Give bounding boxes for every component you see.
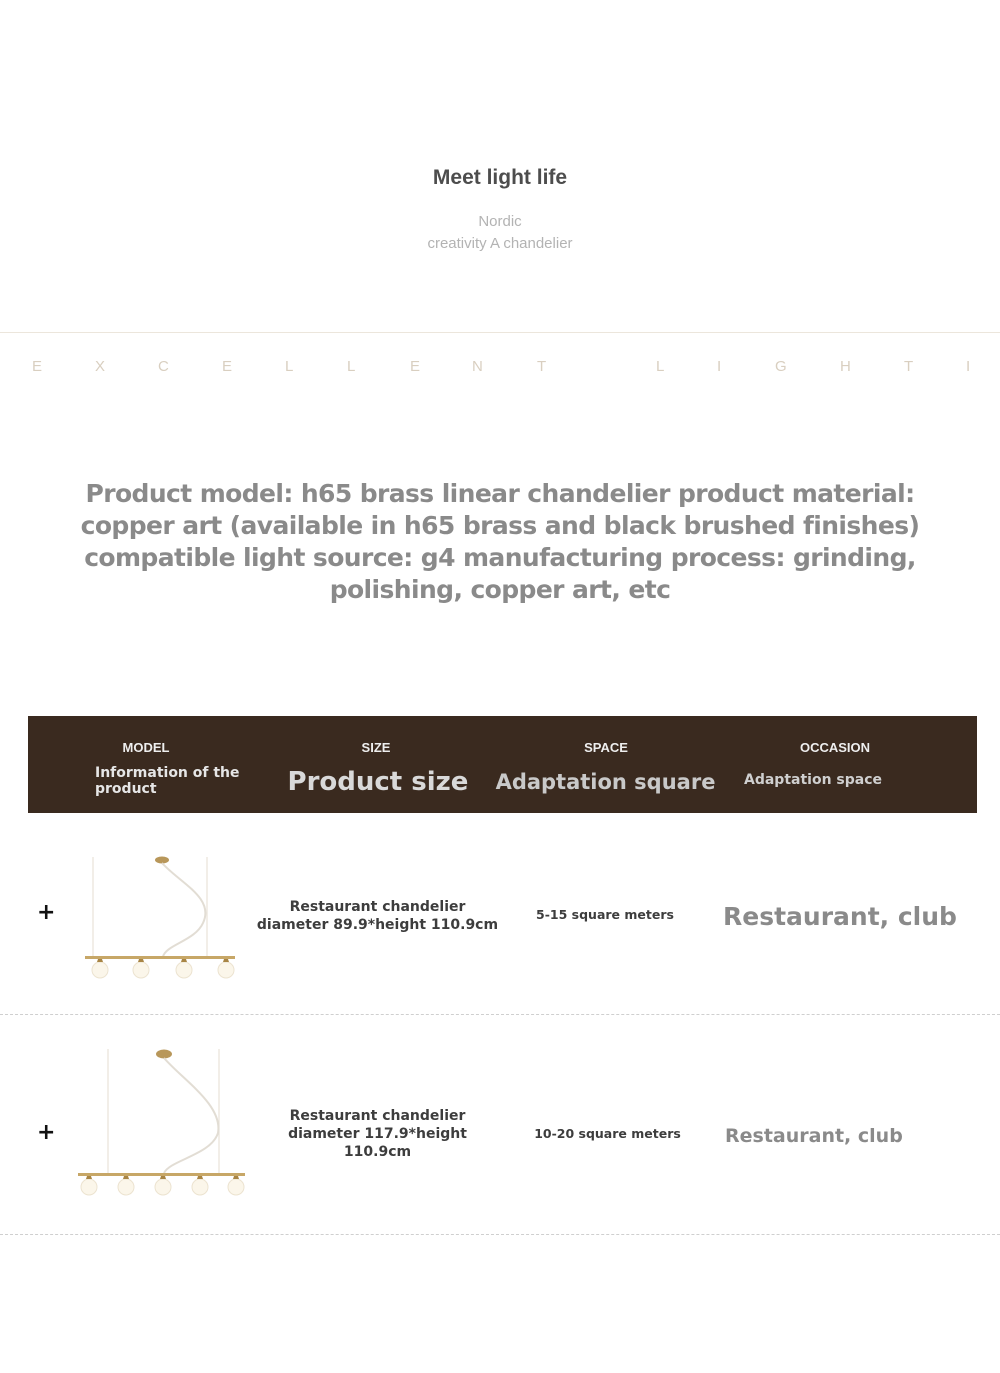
divider (0, 332, 1000, 333)
column-sub-model: Information of the product (95, 765, 240, 797)
column-label-size: SIZE (361, 740, 391, 755)
size-line: 110.9cm (343, 1144, 412, 1160)
hero-subtitle-line-2: creativity A chandelier (427, 235, 573, 252)
expand-row-plus-icon[interactable]: + (37, 1120, 56, 1145)
column-label-space: SPACE (584, 740, 628, 755)
banner-letter: N (472, 358, 483, 375)
column-sub-occasion: Adaptation space (744, 772, 883, 788)
column-sub-size: Product size (287, 767, 469, 797)
size-line: diameter 89.9*height 110.9cm (256, 917, 499, 933)
size-text (240, 898, 515, 934)
column-sub-space: Adaptation square (495, 770, 716, 794)
excellent-lighting-banner (0, 358, 1000, 378)
banner-letter: G (775, 358, 787, 375)
product-description: Product model: h65 brass linear chandelier product material: copper art (available in h65 brass and black brushed finishes) compatible light source: g4 manufacturing process: grinding, polishing, copper art, etc (80, 479, 920, 604)
space-text: 10-20 square meters (534, 1126, 681, 1141)
banner-letter: L (285, 358, 294, 375)
five-globe-chandelier-image (78, 1045, 250, 1200)
space-text: 5-15 square meters (536, 907, 674, 922)
banner-letter: H (840, 358, 851, 375)
hero-subtitle (0, 211, 1000, 255)
column-label-model: MODEL (122, 740, 170, 755)
column-label-occasion: OCCASION (799, 740, 871, 755)
row-divider (0, 1014, 1000, 1015)
banner-letter: X (95, 358, 106, 375)
row-divider (0, 1234, 1000, 1235)
banner-letter: E (32, 358, 43, 375)
table-header (28, 716, 977, 813)
banner-letter: T (537, 358, 547, 375)
banner-letter: I (966, 358, 971, 375)
hero-title: Meet light life (432, 166, 568, 189)
size-line: diameter 117.9*height (288, 1126, 467, 1142)
occasion-text: Restaurant, club (725, 1125, 903, 1147)
expand-row-plus-icon[interactable]: + (37, 900, 56, 925)
occasion-text: Restaurant, club (723, 902, 957, 931)
banner-letter: C (158, 358, 169, 375)
four-globe-chandelier-image (85, 853, 245, 983)
banner-letter: L (656, 358, 665, 375)
banner-letter: E (410, 358, 421, 375)
size-text (270, 1107, 485, 1161)
banner-letter: I (717, 358, 722, 375)
banner-letter: E (222, 358, 233, 375)
hero-subtitle-line-1: Nordic (478, 213, 522, 230)
size-line: Restaurant chandelier (289, 1108, 466, 1124)
banner-letter: L (347, 358, 356, 375)
banner-letter: T (904, 358, 914, 375)
size-line: Restaurant chandelier (289, 899, 466, 915)
